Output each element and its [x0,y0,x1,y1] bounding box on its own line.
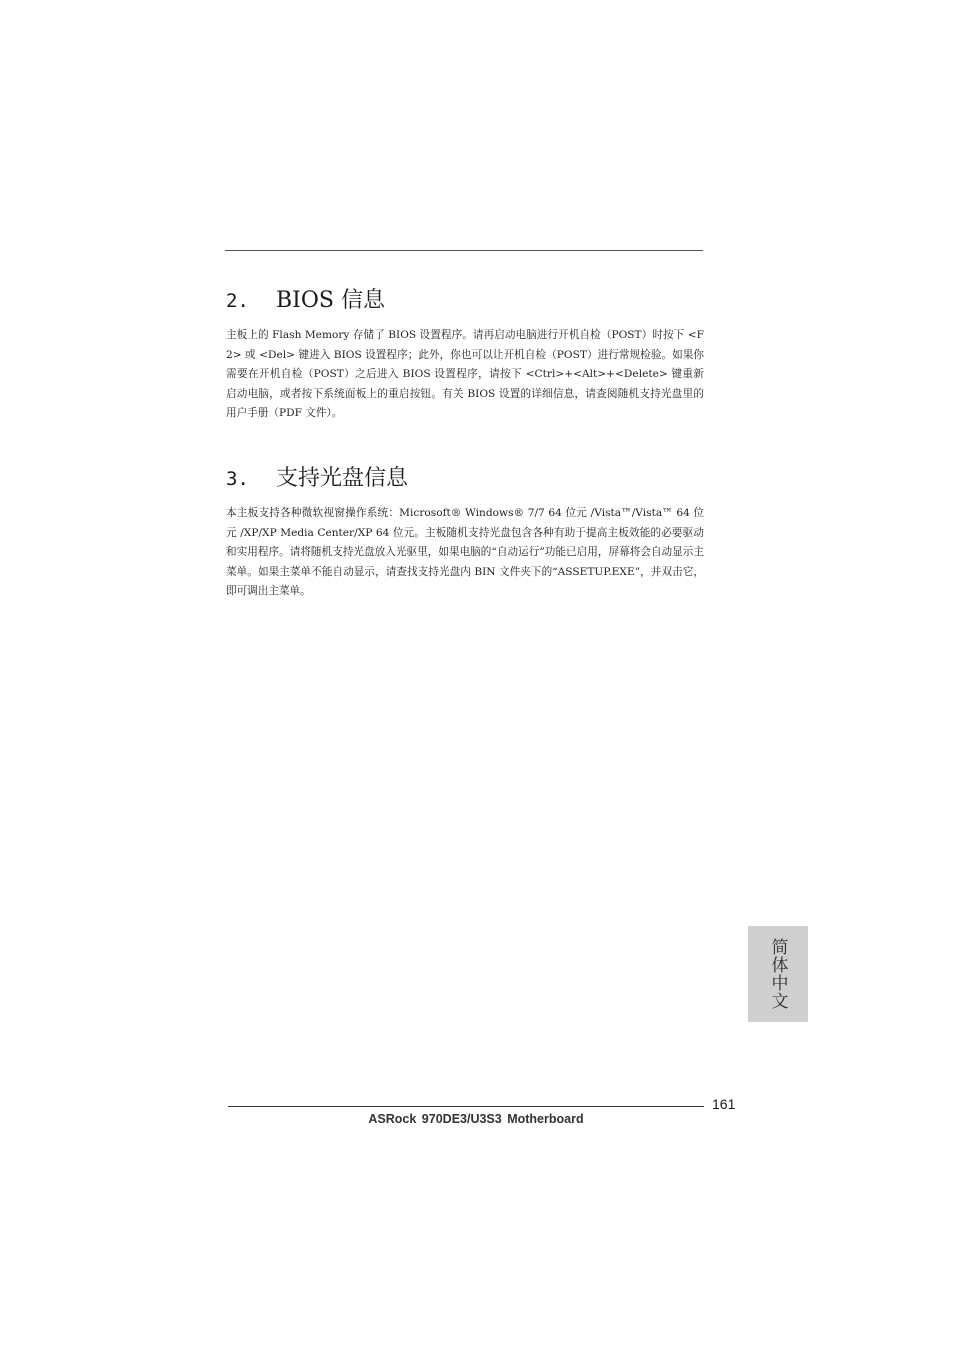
section-title: BIOS 信息 [276,288,385,313]
section-number: 2. [226,290,249,312]
language-side-tab [748,926,808,1022]
footer-product-title: ASRock 970DE3/U3S3 Motherboard [368,1112,584,1126]
section-number: 3. [226,468,249,490]
footer-divider [228,1106,704,1107]
language-tab-label: 简体中文 [767,938,788,1010]
section-bios-info [226,286,704,424]
section-paragraph: 本主板支持各种微软视窗操作系统：Microsoft® Windows® 7/7 64 位元 /Vista™/Vista™ 64 位元 /XP/XP Media Center/XP 64 位元。主板随机支持光盘包含各种有助于提高主板效能的必要驱动和实用程序。请将随机支持光盘放入光驱里，如果电脑的“自动运行”功能已启用，屏幕将会自动显示主菜单。如果主菜单不能自动显示，请查找支持光盘内 BIN 文件夹下的“ASSETUP.EXE”，并双击它，即可调出主菜单。 [226,507,704,597]
section-heading [226,464,704,494]
section-heading [226,286,704,316]
section-support-cd-info [226,464,704,602]
page-number: 161 [712,1096,736,1112]
top-divider [225,250,703,251]
section-paragraph: 主板上的 Flash Memory 存储了 BIOS 设置程序。请再启动电脑进行开机自检（POST）时按下 <F2> 或 <Del> 键进入 BIOS 设置程序；此外，你也可以让开机自检（POST）进行常规检验。如果你需要在开机自检（POST）之后进入 BIOS 设置程序，请按下 <Ctrl>+<Alt>+<Delete> 键重新启动电脑，或者按下系统面板上的重启按钮。有关 BIOS 设置的详细信息，请查阅随机支持光盘里的用户手册（PDF 文件）。 [226,329,704,419]
section-title: 支持光盘信息 [276,466,409,491]
